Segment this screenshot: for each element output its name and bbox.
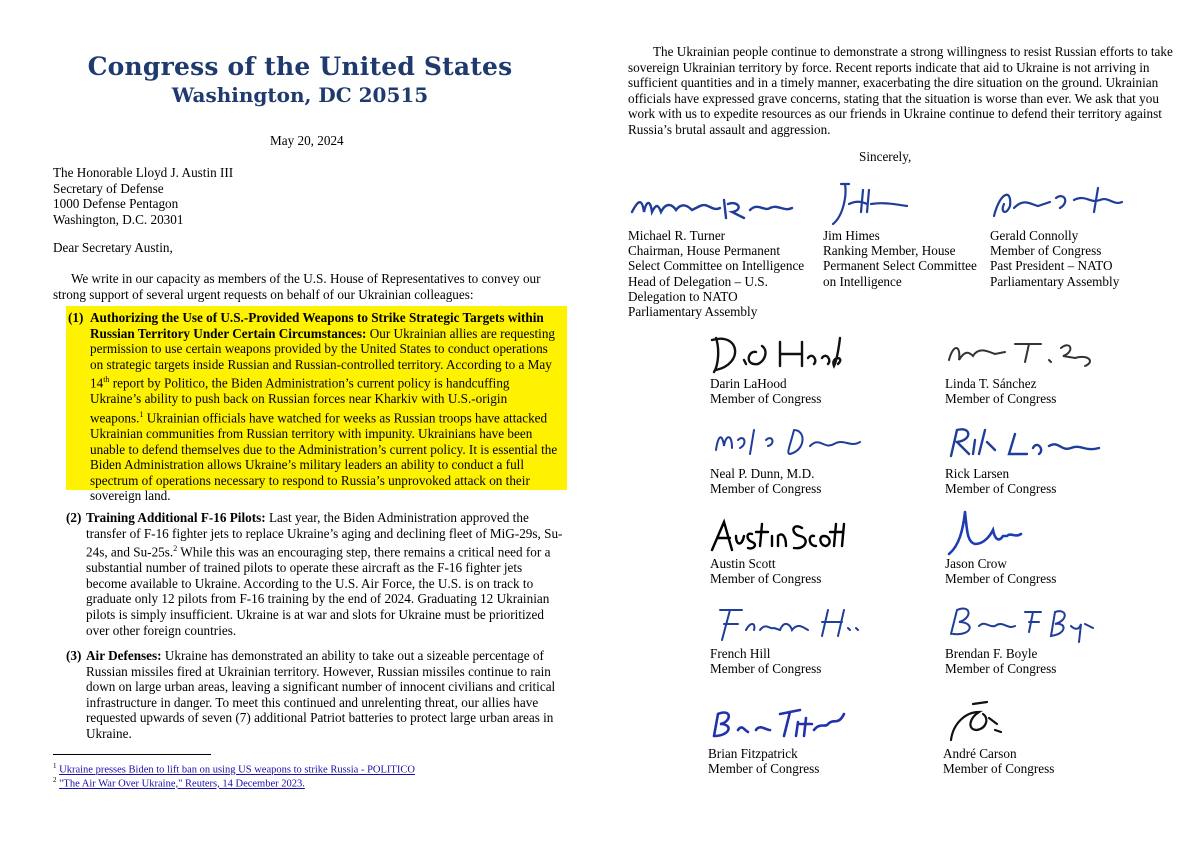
address-line: 1000 Defense Pentagon bbox=[53, 196, 179, 212]
signatory-title: Member of Congress bbox=[943, 761, 1055, 777]
signatory-title: Parliamentary Assembly bbox=[990, 273, 1120, 289]
signatory-title: on Intelligence bbox=[823, 273, 902, 289]
signature-block bbox=[823, 182, 977, 289]
signatory-name: Gerald Connolly bbox=[990, 228, 1079, 243]
signature-block bbox=[710, 600, 821, 676]
ordinal-suffix: th bbox=[103, 375, 110, 385]
handwritten-signature bbox=[823, 182, 977, 228]
letter-date: May 20, 2024 bbox=[270, 133, 344, 148]
handwritten-signature bbox=[710, 600, 821, 646]
signatory-name: Austin Scott bbox=[710, 556, 776, 571]
handwritten-signature bbox=[945, 330, 1056, 376]
signature-block bbox=[628, 182, 804, 319]
letter-page-right bbox=[600, 0, 1200, 861]
footnote-2 bbox=[53, 774, 305, 791]
signatory-title: Member of Congress bbox=[710, 391, 822, 407]
signatory-name: Brian Fitzpatrick bbox=[708, 746, 798, 761]
address-line: Secretary of Defense bbox=[53, 180, 164, 196]
signatory-name: Brendan F. Boyle bbox=[945, 646, 1038, 661]
signatory-title: Head of Delegation – U.S. bbox=[628, 273, 768, 289]
signatory-name: French Hill bbox=[710, 646, 771, 661]
handwritten-signature bbox=[628, 182, 804, 228]
signatory-name: Darin LaHood bbox=[710, 376, 787, 391]
closing-paragraph: The Ukrainian people continue to demonstrate a strong willingness to resist Russian efforts to take sovereign Ukrainian territory by force. Recent reports indicate that aid to Ukraine is not arriving in sufficient quantities and in a timely manner, exacerbating the dire situation on the ground. Ukrainian officials have expressed grave concerns, stating that the situation is worse than ever. We ask that you work with us to expedite resources as our friends in Ukraine continue to defend their territory against Russia’s brutal assault and aggression. bbox=[628, 44, 1173, 137]
intro-paragraph: We write in our capacity as members of the U.S. House of Representatives to convey our strong support of several urgent requests on behalf of our Ukrainian colleagues: bbox=[53, 271, 541, 302]
signature-block bbox=[945, 330, 1056, 406]
address-line: The Honorable Lloyd J. Austin III bbox=[53, 165, 234, 180]
signature-block bbox=[710, 510, 821, 586]
handwritten-signature bbox=[710, 330, 821, 376]
handwritten-signature bbox=[710, 420, 821, 466]
signatory-title: Permanent Select Committee bbox=[823, 258, 977, 274]
signatory-name: Linda T. Sánchez bbox=[945, 376, 1037, 391]
item-body bbox=[90, 310, 563, 504]
address-line: Washington, D.C. 20301 bbox=[53, 211, 184, 227]
signature-block bbox=[945, 420, 1056, 496]
footnote-link-1[interactable]: Ukraine presses Biden to lift ban on using US weapons to strike Russia - POLITICO bbox=[59, 764, 415, 776]
signatory-title: Member of Congress bbox=[710, 661, 822, 677]
signatory-title: Past President – NATO bbox=[990, 258, 1113, 274]
request-item-3 bbox=[66, 648, 566, 742]
signatory-title: Chairman, House Permanent bbox=[628, 243, 780, 259]
signatory-title: Ranking Member, House bbox=[823, 243, 956, 259]
signatory-title: Parliamentary Assembly bbox=[628, 304, 758, 320]
signatory-title: Delegation to NATO bbox=[628, 288, 738, 304]
letterhead-subtitle: Washington, DC 20515 bbox=[171, 83, 429, 107]
signatory-title: Select Committee on Intelligence bbox=[628, 258, 805, 274]
signatory-name: Michael R. Turner bbox=[628, 228, 726, 243]
signatory-name: Rick Larsen bbox=[945, 466, 1010, 481]
signatory-name: André Carson bbox=[943, 746, 1017, 761]
item-body bbox=[86, 510, 566, 638]
footnote-ref: 1 bbox=[139, 409, 144, 419]
signatory-title: Member of Congress bbox=[990, 243, 1102, 259]
item-number: (1) bbox=[68, 310, 84, 325]
item-heading: Authorizing the Use of U.S.-Provided Weapons to Strike Strategic Targets within Russian Territory Under Certain Circumstances: bbox=[90, 310, 544, 341]
closing-salutation: Sincerely, bbox=[859, 149, 912, 164]
item-text: Our Ukrainian allies are requesting permission to use certain weapons provided by the United States to conduct operations on strategic targets inside Russian and Russian-controlled territory. According to a May 14 bbox=[90, 325, 556, 391]
signatory-name: Jason Crow bbox=[945, 556, 1007, 571]
item-text: While this was an encouraging step, there remains a critical need for a substantial number of trained pilots to operate these aircraft as the F-16 fighter jets become available to Ukraine. According to the U.S. Air Force, the U.S. is on track to graduate only 12 pilots from F-16 training by the end of 2024. Graduating 12 Ukrainian pilots is simply insufficient. Ukraine is at war and slots for Ukraine must be prioritized over other foreign countries. bbox=[86, 544, 551, 638]
handwritten-signature bbox=[943, 700, 1054, 746]
item-text: Ukrainian officials have watched for weeks as Russian troops have attacked Ukrainian communities from Russian territory with impunity. Ukrainians have been unable to defend themselves due to the Administration’s current policy. It is essential the Biden Administration allows Ukraine’s military leaders an ability to conduct a full spectrum of operations necessary to respond to Russia’s unprovoked attack on their sovereign land. bbox=[90, 410, 558, 504]
footnote-ref: 2 bbox=[173, 544, 178, 554]
item-number: (3) bbox=[66, 648, 82, 663]
signature-block bbox=[990, 182, 1119, 289]
signature-block bbox=[945, 600, 1056, 676]
handwritten-signature bbox=[945, 510, 1056, 556]
salutation: Dear Secretary Austin, bbox=[53, 240, 173, 255]
signatory-title: Member of Congress bbox=[708, 761, 820, 777]
footnote-number: 1 bbox=[53, 762, 57, 770]
handwritten-signature bbox=[708, 700, 819, 746]
request-item-2 bbox=[66, 510, 566, 638]
signatory-title: Member of Congress bbox=[710, 571, 822, 587]
signatory-name: Neal P. Dunn, M.D. bbox=[710, 466, 815, 481]
signature-block bbox=[708, 700, 819, 776]
signatory-title: Member of Congress bbox=[710, 481, 822, 497]
signatory-name: Jim Himes bbox=[823, 228, 880, 243]
letterhead-title: Congress of the United States bbox=[87, 52, 513, 81]
request-item-1 bbox=[66, 306, 567, 504]
signature-block bbox=[943, 700, 1054, 776]
signature-block bbox=[710, 420, 821, 496]
handwritten-signature bbox=[990, 182, 1119, 228]
item-body bbox=[86, 648, 566, 742]
footnote-number: 2 bbox=[53, 776, 57, 784]
item-heading: Air Defenses: bbox=[86, 648, 162, 663]
signatory-title: Member of Congress bbox=[945, 391, 1057, 407]
signatory-title: Member of Congress bbox=[945, 661, 1057, 677]
signature-block bbox=[945, 510, 1056, 586]
footnote-divider bbox=[53, 754, 211, 755]
item-number: (2) bbox=[66, 510, 82, 525]
item-text: report by Politico, the Biden Administration’s current policy is handcuffing Ukraine’s ability to push back on Russian forces near Kharkiv with U.S.-origin weapons. bbox=[90, 375, 510, 426]
signature-block bbox=[710, 330, 821, 406]
recipient-address bbox=[53, 165, 233, 227]
footnote-link-2[interactable]: "The Air War Over Ukraine," Reuters, 14 December 2023. bbox=[59, 778, 305, 790]
handwritten-signature bbox=[710, 510, 821, 556]
signatory-title: Member of Congress bbox=[945, 481, 1057, 497]
handwritten-signature bbox=[945, 600, 1056, 646]
signatory-title: Member of Congress bbox=[945, 571, 1057, 587]
item-heading: Training Additional F-16 Pilots: bbox=[86, 510, 266, 525]
handwritten-signature bbox=[945, 420, 1056, 466]
item-text: Ukraine has demonstrated an ability to take out a sizeable percentage of Russian missiles fired at Ukrainian territory. However, Russian missiles continue to rain down on large urban areas, leaving a significant number of innocent civilians and critical infrastructure in danger. To meet this continued and unrelenting threat, our allies have requested upwards of seven (7) additional Patriot batteries to protect large urban areas in Ukraine. bbox=[86, 648, 556, 741]
item-text: Last year, the Biden Administration approved the transfer of F-16 fighter jets to replace Ukraine’s aging and declining fleet of MiG-29s, Su-24s, and Su-25s. bbox=[86, 510, 563, 560]
